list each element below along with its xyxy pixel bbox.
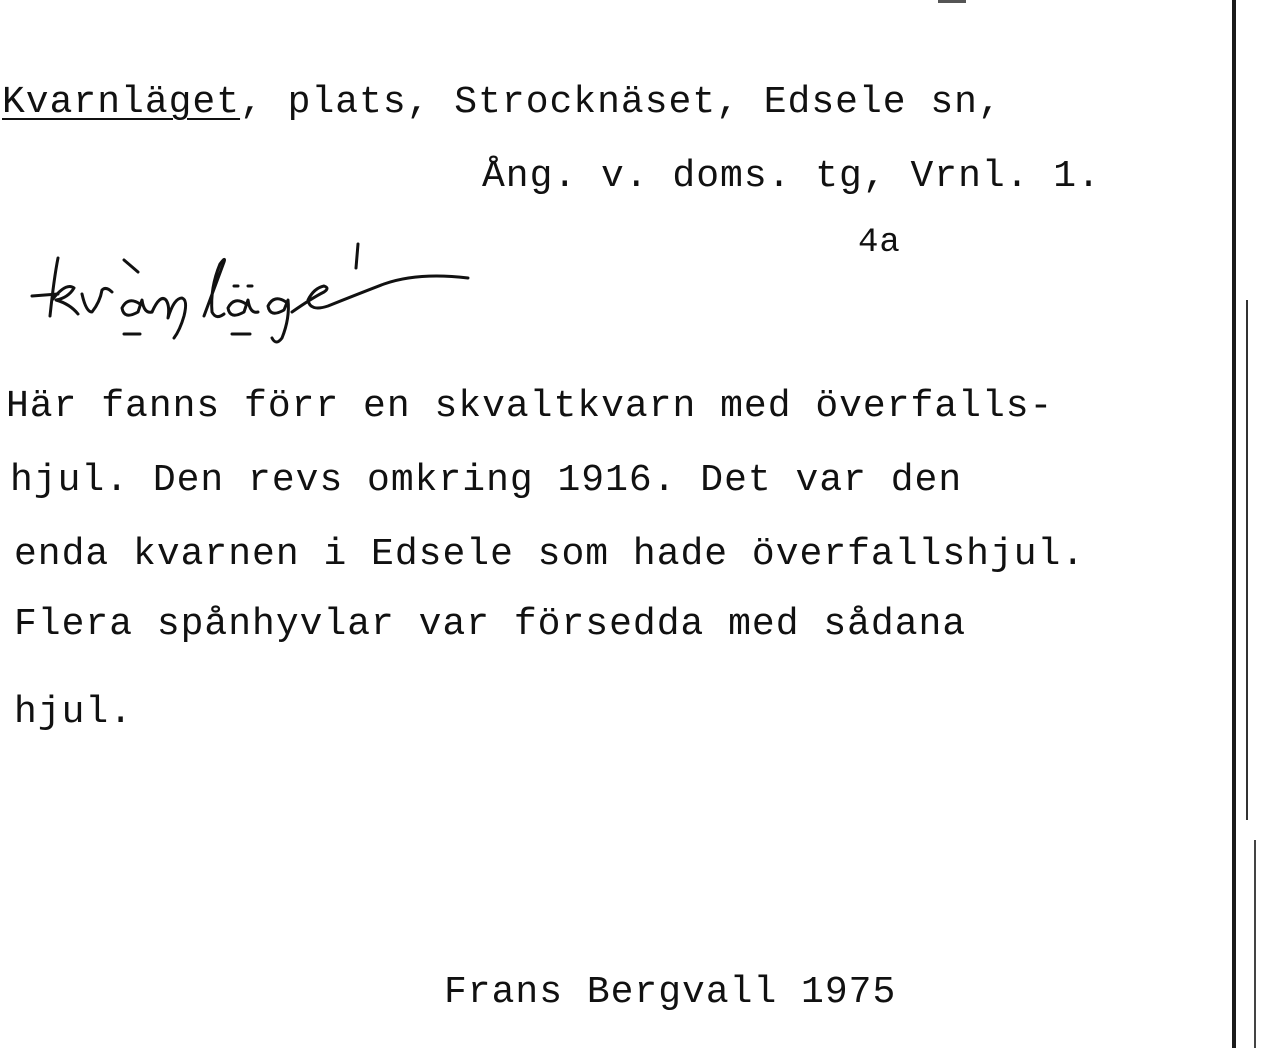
body-line-3: enda kvarnen i Edsele som hade överfallshjul. <box>14 533 1086 576</box>
card-edge-shadow-lower <box>1254 840 1256 1048</box>
scan-mark-top <box>938 0 966 3</box>
body-line-2: hjul. Den revs omkring 1916. Det var den <box>10 459 963 502</box>
header-rest: , plats, Strocknäset, Edsele sn, <box>240 81 1002 124</box>
handwritten-pronunciation <box>28 238 488 348</box>
body-line-5: hjul. <box>14 691 134 734</box>
card-edge-right <box>1232 0 1236 1048</box>
page-reference: 4a <box>858 224 901 262</box>
source-reference: Ång. v. doms. tg, Vrnl. 1. <box>482 155 1101 198</box>
author-signature: Frans Bergvall 1975 <box>444 971 897 1014</box>
card-edge-shadow <box>1246 300 1248 820</box>
body-line-4: Flera spånhyvlar var försedda med sådana <box>14 603 967 646</box>
headword: Kvarnläget <box>2 81 241 124</box>
header-line <box>2 81 1002 124</box>
pronunciation-script-drawing <box>28 238 488 348</box>
body-line-1: Här fanns förr en skvaltkvarn med överfalls- <box>6 385 1054 428</box>
